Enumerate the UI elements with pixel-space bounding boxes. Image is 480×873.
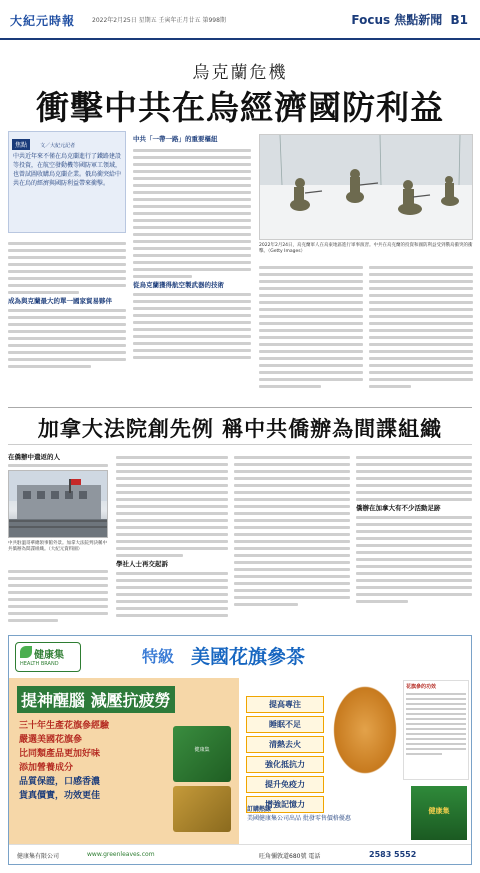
- story1-photo-soldiers: [259, 134, 473, 240]
- section-name: Focus 焦點新聞: [351, 13, 443, 27]
- leaf-icon: [20, 646, 32, 658]
- section-label: [351, 11, 468, 28]
- ad-slogan: 提神醒腦 減壓抗疲勞: [17, 686, 175, 713]
- story1-body-col2: [133, 145, 251, 410]
- story1-body-col3: [259, 262, 363, 410]
- story2-body-col1: [8, 566, 108, 630]
- ad-footer: [9, 844, 472, 865]
- company-address: 旺角彌敦道680號 電話: [259, 853, 321, 860]
- gift-box-image: [411, 786, 467, 840]
- story2-body-col1-top: [8, 460, 108, 470]
- contact-title: 訂購熱線: [247, 806, 272, 813]
- benefits-list: [246, 696, 324, 809]
- phone-number: 2583 5552: [369, 850, 417, 859]
- story2-headline: 加拿大法院創先例 稱中共僑辦為間諜組織: [37, 416, 443, 441]
- soldiers-in-snow-illustration: [260, 135, 473, 240]
- ad-point-2: 嚴選美國花旗參: [19, 735, 83, 745]
- product-box-image: [173, 726, 231, 782]
- ad-left-panel: [9, 678, 239, 865]
- story2-photo-caption: 中共駐溫哥華總領事館外景。加拿大法院判決稱中共僑辦為間諜組織。（大紀元資料圖）: [8, 541, 107, 552]
- ad-point-5: 品質保證，口感香濃: [19, 777, 101, 787]
- focus-tag: 焦點: [12, 139, 30, 150]
- company-name: 健康集有限公司: [17, 853, 60, 860]
- ad-header: [9, 636, 472, 678]
- ginseng-tea-advertisement: [8, 635, 472, 865]
- story2-body-col3: [234, 452, 350, 630]
- headline-underline: [8, 444, 472, 445]
- benefit-item: 提高專注: [246, 696, 324, 713]
- info-title: 花旗參的功效: [406, 684, 437, 690]
- masthead: [0, 0, 480, 40]
- gift-box-label: 健康集: [428, 807, 450, 815]
- section-divider: [8, 407, 472, 408]
- benefit-item: 提升免疫力: [246, 776, 324, 793]
- story1-body-col4: [369, 262, 473, 410]
- story2-photo-consulate: [8, 470, 108, 538]
- story1-subhead-3: 從烏克蘭獲得航空製武器的技術: [133, 281, 224, 289]
- ad-point-6: 貨真價實，功效更佳: [19, 791, 101, 801]
- story1-body-col1: [8, 238, 126, 410]
- ginseng-root-image: [173, 786, 231, 832]
- product-box-label: 健康集: [194, 747, 210, 753]
- grade-label: 特級: [142, 647, 175, 666]
- health-brand-logo: [15, 642, 81, 672]
- story2-subhead-3: 僑辦在加拿大有不少活動足跡: [356, 504, 441, 512]
- benefit-item: 強化抵抗力: [246, 756, 324, 773]
- benefit-item: 睡眠不足: [246, 716, 324, 733]
- brand-name-en: HEALTH BRAND: [20, 661, 59, 667]
- story1-subhead-2: 成為與克蘭最大的單一國家貿易夥伴: [8, 297, 112, 305]
- company-website: www.greenleaves.com: [87, 851, 155, 858]
- byline: 文／大紀元記者: [40, 143, 76, 149]
- ad-contact-block: [247, 804, 399, 822]
- ad-point-4: 添加營養成分: [19, 763, 74, 773]
- benefit-item: 增強記憶力: [246, 796, 324, 813]
- brand-name-zh: 健康集: [34, 650, 64, 661]
- story1-headline: 衝擊中共在烏經濟國防利益: [36, 88, 444, 127]
- ad-info-panel: [403, 680, 469, 780]
- newspaper-logo: 大紀元時報: [10, 14, 76, 28]
- contact-text: 美國健康集公司出品 批發零售價格優惠: [247, 815, 351, 822]
- story2-subhead-1: 在僑辦中遣返的人: [8, 453, 60, 461]
- story2-subhead-2: 學社人士再交起訴: [116, 560, 168, 568]
- ad-point-3: 比同類產品更加好味: [19, 749, 101, 759]
- page-number: B1: [450, 13, 468, 27]
- product-name: 美國花旗參茶: [191, 646, 306, 668]
- story1-subhead-1: 中共「一帶一路」的重要樞紐: [133, 135, 218, 143]
- tea-cup-image: [329, 680, 401, 780]
- issue-date: 2022年2月25日 星期五 壬寅年正月廿五 第998期: [92, 17, 226, 24]
- benefit-item: 清熱去火: [246, 736, 324, 753]
- ad-point-1: 三十年生產花旗參經驗: [19, 721, 110, 731]
- story2-body-col4: [356, 452, 472, 630]
- story1-kicker: 烏克蘭危機: [192, 63, 288, 83]
- story2-body-col2: [116, 452, 228, 630]
- story1-summary-box: [8, 131, 126, 233]
- summary-text: 中共近年來不僅在烏克蘭進行了鐵路建設等投資，在航空發動機等國防軍工領域，也曾試圖收購烏克蘭企業。俄烏衝突給中共在烏的經濟與國防利益帶來衝擊。: [13, 153, 122, 187]
- consulate-building-illustration: [9, 471, 108, 538]
- story1-photo-caption: 2022年2月24日，烏克蘭軍人在烏東地區進行軍事演習。中共在烏克蘭的投資和國防利益受到俄烏衝突的衝擊。（Getty Images）: [259, 243, 473, 254]
